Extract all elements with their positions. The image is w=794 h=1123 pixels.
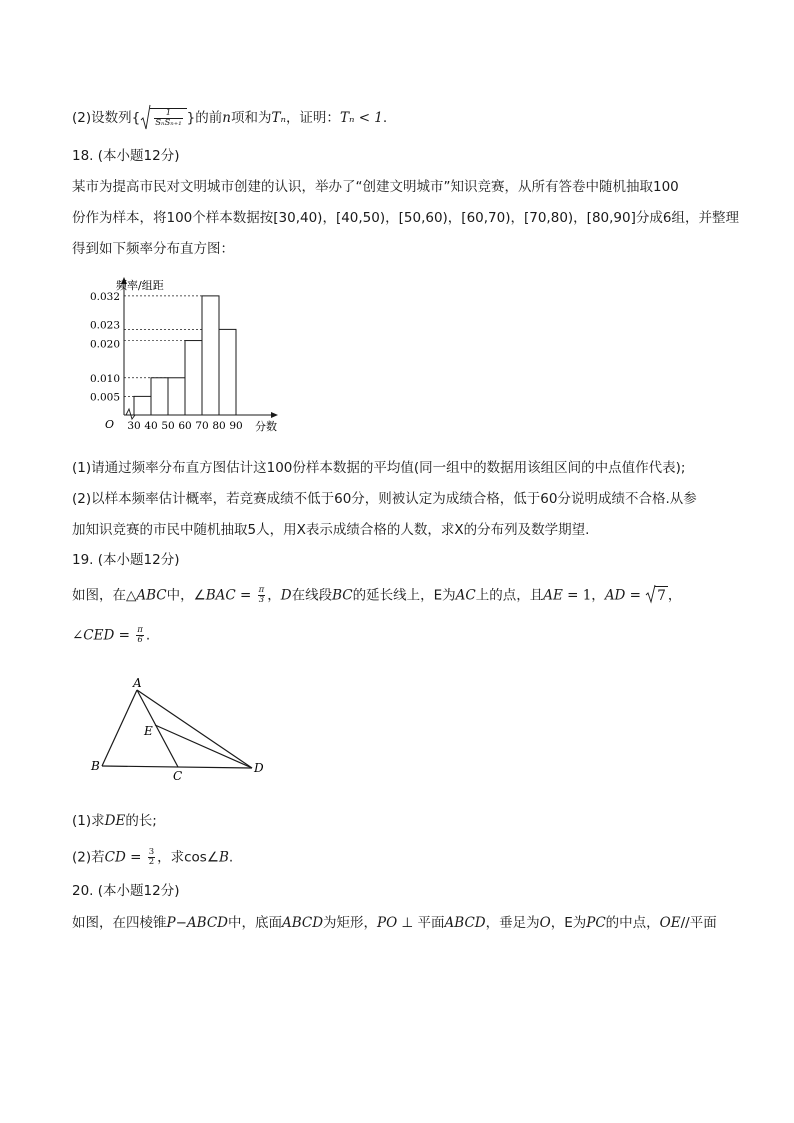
label-D: D bbox=[254, 761, 264, 775]
q17-part2-middle: }的前 bbox=[186, 110, 223, 126]
q20-text-8: //平面 bbox=[680, 915, 717, 931]
q19-q1-text-2: 的长; bbox=[125, 813, 157, 829]
q19-text-5: 的延长线上，E为 bbox=[352, 587, 456, 604]
q17-end: . bbox=[382, 110, 388, 126]
q19-text-1: 如图，在△ bbox=[72, 587, 137, 604]
q19-pi-over-6 bbox=[136, 626, 144, 645]
frequency-histogram bbox=[72, 275, 302, 435]
histogram-bar bbox=[202, 296, 219, 415]
histogram-bar bbox=[134, 396, 151, 415]
q19-B: B bbox=[218, 849, 229, 866]
q20-PO: PO bbox=[377, 915, 398, 931]
segment-AD bbox=[137, 690, 252, 768]
segment-AB bbox=[102, 690, 137, 766]
q20-text-5: ，垂足为 bbox=[485, 915, 540, 931]
q20-OE: OE bbox=[659, 915, 681, 931]
q20-text-2: 中，底面 bbox=[227, 915, 282, 931]
q19-CD: CD bbox=[104, 849, 126, 866]
q19-six: 6 bbox=[137, 635, 143, 645]
q19-question-2 bbox=[72, 848, 233, 867]
y-tick-label: 0.010 bbox=[89, 372, 120, 385]
q18-question-1: (1)请通过频率分布直方图估计这100份样本数据的平均值(同一组中的数据用该组区间的中点值作代表); bbox=[72, 460, 686, 476]
y-tick-label: 0.032 bbox=[89, 290, 120, 303]
q20-text-1: 如图，在四棱锥 bbox=[72, 915, 167, 931]
q17-part2-prefix: (2)设数列{ bbox=[72, 110, 141, 126]
q19-ABC: ABC bbox=[136, 587, 167, 604]
q19-question-1 bbox=[72, 812, 157, 830]
histogram-bar bbox=[219, 329, 236, 415]
x-tick-label: 80 bbox=[212, 420, 226, 432]
x-tick-label: 90 bbox=[229, 420, 243, 432]
histogram-bar bbox=[168, 378, 185, 415]
q19-paragraph-line-2 bbox=[72, 626, 150, 645]
q18-question-2-line-2: 加知识竞赛的市民中随机抽取5人，用X表示成绩合格的人数，求X的分布列及数学期望. bbox=[72, 522, 590, 538]
q19-frac-three: 3 bbox=[148, 847, 155, 857]
q18-header: 18. (本小题12分) bbox=[72, 148, 180, 164]
q20-PC: PC bbox=[586, 915, 606, 931]
q19-BAC: BAC bbox=[205, 587, 236, 604]
q19-sqrt7-value: 7 bbox=[657, 588, 666, 604]
q19-text-4: 在线段 bbox=[291, 587, 333, 604]
q17-part2-line bbox=[72, 108, 387, 128]
q19-q1-text-1: (1)求 bbox=[72, 813, 105, 829]
y-tick-label: 0.020 bbox=[89, 338, 120, 351]
q20-pyramid: P−ABCD bbox=[166, 915, 228, 931]
x-tick-label: 50 bbox=[161, 420, 175, 432]
x-tick-label: 70 bbox=[195, 420, 209, 432]
q19-end: . bbox=[145, 627, 151, 644]
y-axis-label: 频率/组距 bbox=[116, 279, 164, 292]
q20-text-4: ⊥ 平面 bbox=[397, 915, 445, 931]
q19-q2-eq: = bbox=[125, 849, 146, 866]
q19-AD: AD bbox=[604, 587, 626, 604]
x-axis-arrow bbox=[271, 412, 278, 418]
q17-frac-num: 1 bbox=[154, 109, 182, 119]
label-A: A bbox=[133, 676, 142, 690]
q20-text-7: 的中点， bbox=[605, 915, 660, 931]
q17-Tn: Tₙ bbox=[271, 110, 286, 126]
q19-q2-end: . bbox=[228, 849, 234, 866]
q19-three: 3 bbox=[258, 595, 265, 605]
q19-frac-two: 2 bbox=[148, 857, 155, 867]
q19-CED: ∠CED bbox=[72, 627, 115, 644]
histogram-y-ticks bbox=[90, 291, 120, 404]
q19-sqrt7 bbox=[645, 586, 668, 605]
q17-frac-den: SₙSₙ₊₁ bbox=[155, 118, 182, 128]
q19-eq: = bbox=[235, 587, 256, 604]
origin-label: O bbox=[105, 418, 115, 431]
histogram-bar bbox=[185, 341, 202, 415]
q19-text-3: ， bbox=[267, 587, 281, 604]
q20-text-3: 为矩形， bbox=[323, 915, 378, 931]
y-tick-label: 0.005 bbox=[89, 391, 120, 404]
q19-pi-2: π bbox=[137, 625, 143, 635]
q19-DE: DE bbox=[104, 813, 126, 829]
x-tick-label: 30 bbox=[127, 420, 141, 432]
q19-text-2: 中，∠ bbox=[166, 587, 206, 604]
label-B: B bbox=[91, 759, 100, 773]
q20-header: 20. (本小题12分) bbox=[72, 883, 180, 899]
segment-ED bbox=[155, 725, 252, 768]
triangle-figure bbox=[88, 676, 288, 786]
sqrt-radical bbox=[140, 108, 186, 128]
histogram-bar bbox=[151, 378, 168, 415]
histogram-bars bbox=[134, 296, 236, 415]
y-tick-label: 0.023 bbox=[89, 319, 120, 332]
q19-pi: π bbox=[258, 585, 265, 595]
q18-paragraph-line-2: 份作为样本，将100个样本数据按[30,40)，[40,50)，[50,60)，[60,70)，[70,80)，[80,90]分成6组，并整理 bbox=[72, 210, 739, 226]
q20-ABCD: ABCD bbox=[281, 915, 324, 931]
q19-q2-text-2: ，求cos∠ bbox=[157, 849, 219, 866]
q17-claim: Tₙ < 1 bbox=[339, 110, 383, 126]
q19-text-8: = bbox=[625, 587, 646, 604]
q19-BC: BC bbox=[332, 587, 353, 604]
q17-fraction bbox=[154, 109, 182, 128]
label-E: E bbox=[144, 724, 153, 738]
x-axis-label: 分数 bbox=[255, 420, 277, 433]
q19-AC: AC bbox=[455, 587, 476, 604]
q19-q2-text-1: (2)若 bbox=[72, 849, 105, 866]
q19-text-6: 上的点，且 bbox=[475, 587, 544, 604]
q20-paragraph-line-1 bbox=[72, 914, 717, 932]
q20-ABCD-2: ABCD bbox=[444, 915, 486, 931]
q19-paragraph-line-1 bbox=[72, 586, 681, 605]
q19-text-9: ， bbox=[667, 587, 682, 604]
q20-text-6: ，E为 bbox=[550, 915, 587, 931]
q17-n: n bbox=[222, 110, 231, 126]
q19-three-halves bbox=[148, 848, 155, 867]
q19-D: D bbox=[280, 587, 292, 604]
q18-paragraph-line-1: 某市为提高市民对文明城市创建的认识，举办了“创建文明城市”知识竞赛，从所有答卷中随机抽取100 bbox=[72, 179, 679, 195]
histogram-x-ticks bbox=[127, 420, 242, 432]
q17-middle2: 项和为 bbox=[230, 110, 272, 126]
q19-pi-over-3 bbox=[258, 586, 266, 605]
q19-AE: AE bbox=[543, 587, 563, 604]
x-tick-label: 40 bbox=[144, 420, 158, 432]
q19-header: 19. (本小题12分) bbox=[72, 552, 180, 568]
q19-text-7: = 1， bbox=[562, 587, 605, 604]
label-C: C bbox=[173, 769, 183, 783]
q19-eq2: = bbox=[114, 627, 135, 644]
q17-suffix: ，证明： bbox=[285, 110, 340, 126]
q20-O: O bbox=[539, 915, 551, 931]
x-tick-label: 60 bbox=[178, 420, 192, 432]
q18-question-2-line-1: (2)以样本频率估计概率，若竞赛成绩不低于60分，则被认定为成绩合格，低于60分说明成绩不合格.从参 bbox=[72, 491, 697, 507]
q18-paragraph-line-3: 得到如下频率分布直方图： bbox=[72, 241, 234, 257]
